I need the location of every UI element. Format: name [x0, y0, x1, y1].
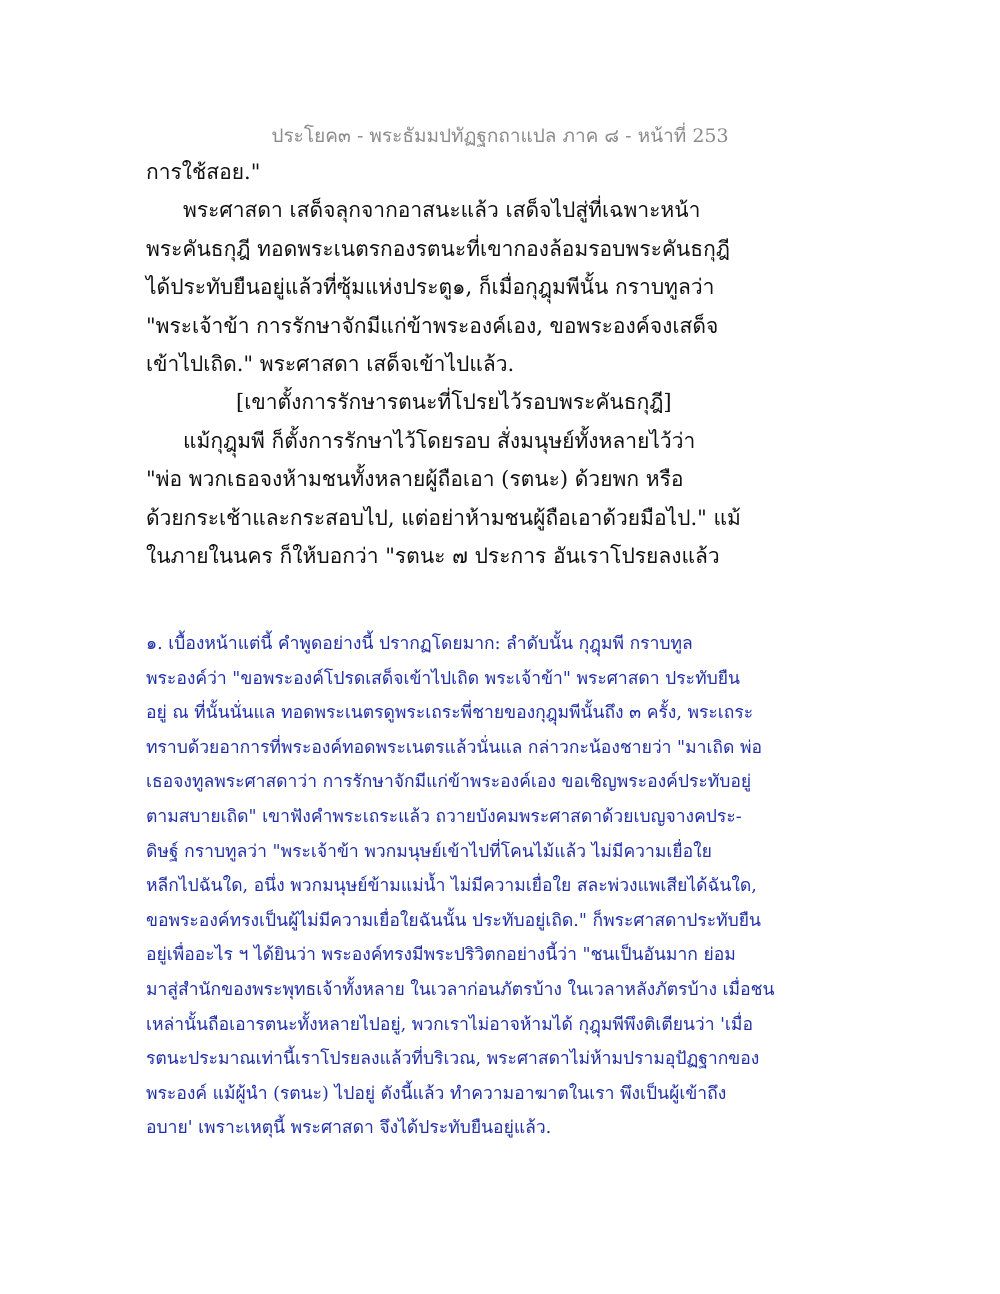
footnote-line: อบาย' เพราะเหตุนี้ พระศาสดา จึงได้ประทับยืนอยู่แล้ว.: [146, 1118, 552, 1139]
footnote-line: พระองค์ว่า "ขอพระองค์โปรดเสด็จเข้าไปเถิด พระเจ้าข้า" พระศาสดา ประทับยืน: [146, 668, 740, 689]
body-line: แม้กุฎุมพี ก็ตั้งการรักษาไว้โดยรอบ สั่งมนุษย์ทั้งหลายไว้ว่า: [183, 428, 696, 453]
body-line: "พ่อ พวกเธอจงห้ามชนทั้งหลายผู้ถือเอา (รตนะ) ด้วยพก หรือ: [146, 467, 684, 492]
footnote-line: อยู่เพื่ออะไร ฯ ได้ยินว่า พระองค์ทรงมีพระปริวิตกอย่างนี้ว่า "ชนเป็นอันมาก ย่อม: [146, 945, 736, 966]
body-line: การใช้สอย.": [146, 160, 261, 184]
body-line: พระคันธกุฎี ทอดพระเนตรกองรตนะที่เขากองล้อมรอบพระคันธกุฎี: [146, 236, 730, 261]
body-line: ในภายในนคร ก็ให้บอกว่า "รตนะ ๗ ประการ อันเราโปรยลงแล้ว: [146, 543, 720, 568]
footnote-line: ตามสบายเถิด" เขาฟังคำพระเถระแล้ว ถวายบังคมพระศาสดาด้วยเบญจางคประ-: [146, 806, 742, 827]
footnote-line: ดิษฐ์ กราบทูลว่า "พระเจ้าข้า พวกมนุษย์เข้าไปที่โคนไม้แล้ว ไม่มีความเยื่อใย: [146, 841, 712, 862]
footnote-line: ขอพระองค์ทรงเป็นผู้ไม่มีความเยื่อใยฉันนั้น ประทับอยู่เถิด." ก็พระศาสดาประทับยืน: [146, 910, 761, 931]
body-line: เข้าไปเถิด." พระศาสดา เสด็จเข้าไปแล้ว.: [146, 351, 515, 376]
body-line: พระศาสดา เสด็จลุกจากอาสนะแล้ว เสด็จไปสู่ที่เฉพาะหน้า: [183, 198, 701, 223]
footnote: [146, 627, 886, 1146]
footnote-line: พระองค์ แม้ผู้นำ (รตนะ) ไปอยู่ ดังนี้แล้ว ทำความอาฆาตในเรา พึงเป็นผู้เข้าถึง: [146, 1083, 727, 1104]
footnote-line: เธอจงทูลพระศาสดาว่า การรักษาจักมีแก่ข้าพระองค์เอง ขอเชิญพระองค์ประทับอยู่: [146, 772, 752, 793]
body-line: "พระเจ้าข้า การรักษาจักมีแก่ข้าพระองค์เอง, ขอพระองค์จงเสด็จ: [146, 313, 719, 338]
running-head: ประโยค๓ - พระธัมมปทัฏฐกถาแปล ภาค ๘ - หน้าที่ 253: [271, 125, 729, 147]
body-line: ได้ประทับยืนอยู่แล้วที่ซุ้มแห่งประตู๑, ก็เมื่อกุฎุมพีนั้น กราบทูลว่า: [146, 275, 715, 300]
body-line: ด้วยกระเช้าและกระสอบไป, แต่อย่าห้ามชนผู้ถือเอาด้วยมือไป." แม้: [146, 505, 741, 530]
footnote-line: รตนะประมาณเท่านี้เราโปรยลงแล้วที่บริเวณ, พระศาสดาไม่ห้ามปรามอุปัฏฐากของ: [146, 1049, 760, 1070]
footnote-line: มาสู่สำนักของพระพุทธเจ้าทั้งหลาย ในเวลาก่อนภัตรบ้าง ในเวลาหลังภัตรบ้าง เมื่อชน: [146, 979, 775, 1000]
footnote-line: อยู่ ณ ที่นั้นนั่นแล ทอดพระเนตรดูพระเถระพี่ชายของกุฎุมพีนั้นถึง ๓ ครั้ง, พระเถระ: [146, 703, 754, 724]
footnote-line: เหล่านั้นถือเอารตนะทั้งหลายไปอยู่, พวกเราไม่อาจห้ามได้ กุฎุมพีพึงติเตียนว่า 'เมื่อ: [146, 1014, 753, 1035]
section-subheading: [เขาตั้งการรักษารตนะที่โปรยไว้รอบพระคันธกุฎี]: [236, 390, 672, 415]
footnote-line: ทราบด้วยอาการที่พระองค์ทอดพระเนตรแล้วนั่นแล กล่าวกะน้องชายว่า "มาเถิด พ่อ: [146, 737, 763, 758]
footnote-line: ๑. เบื้องหน้าแต่นี้ คำพูดอย่างนี้ ปรากฏโดยมาก: ลำดับนั้น กุฎุมพี กราบทูล: [146, 634, 693, 654]
footnote-line: หลีกไปฉันใด, อนึ่ง พวกมนุษย์ข้ามแม่น้ำ ไม่มีความเยื่อใย สละพ่วงแพเสียได้ฉันใด,: [146, 876, 757, 897]
main-text: [146, 153, 866, 575]
